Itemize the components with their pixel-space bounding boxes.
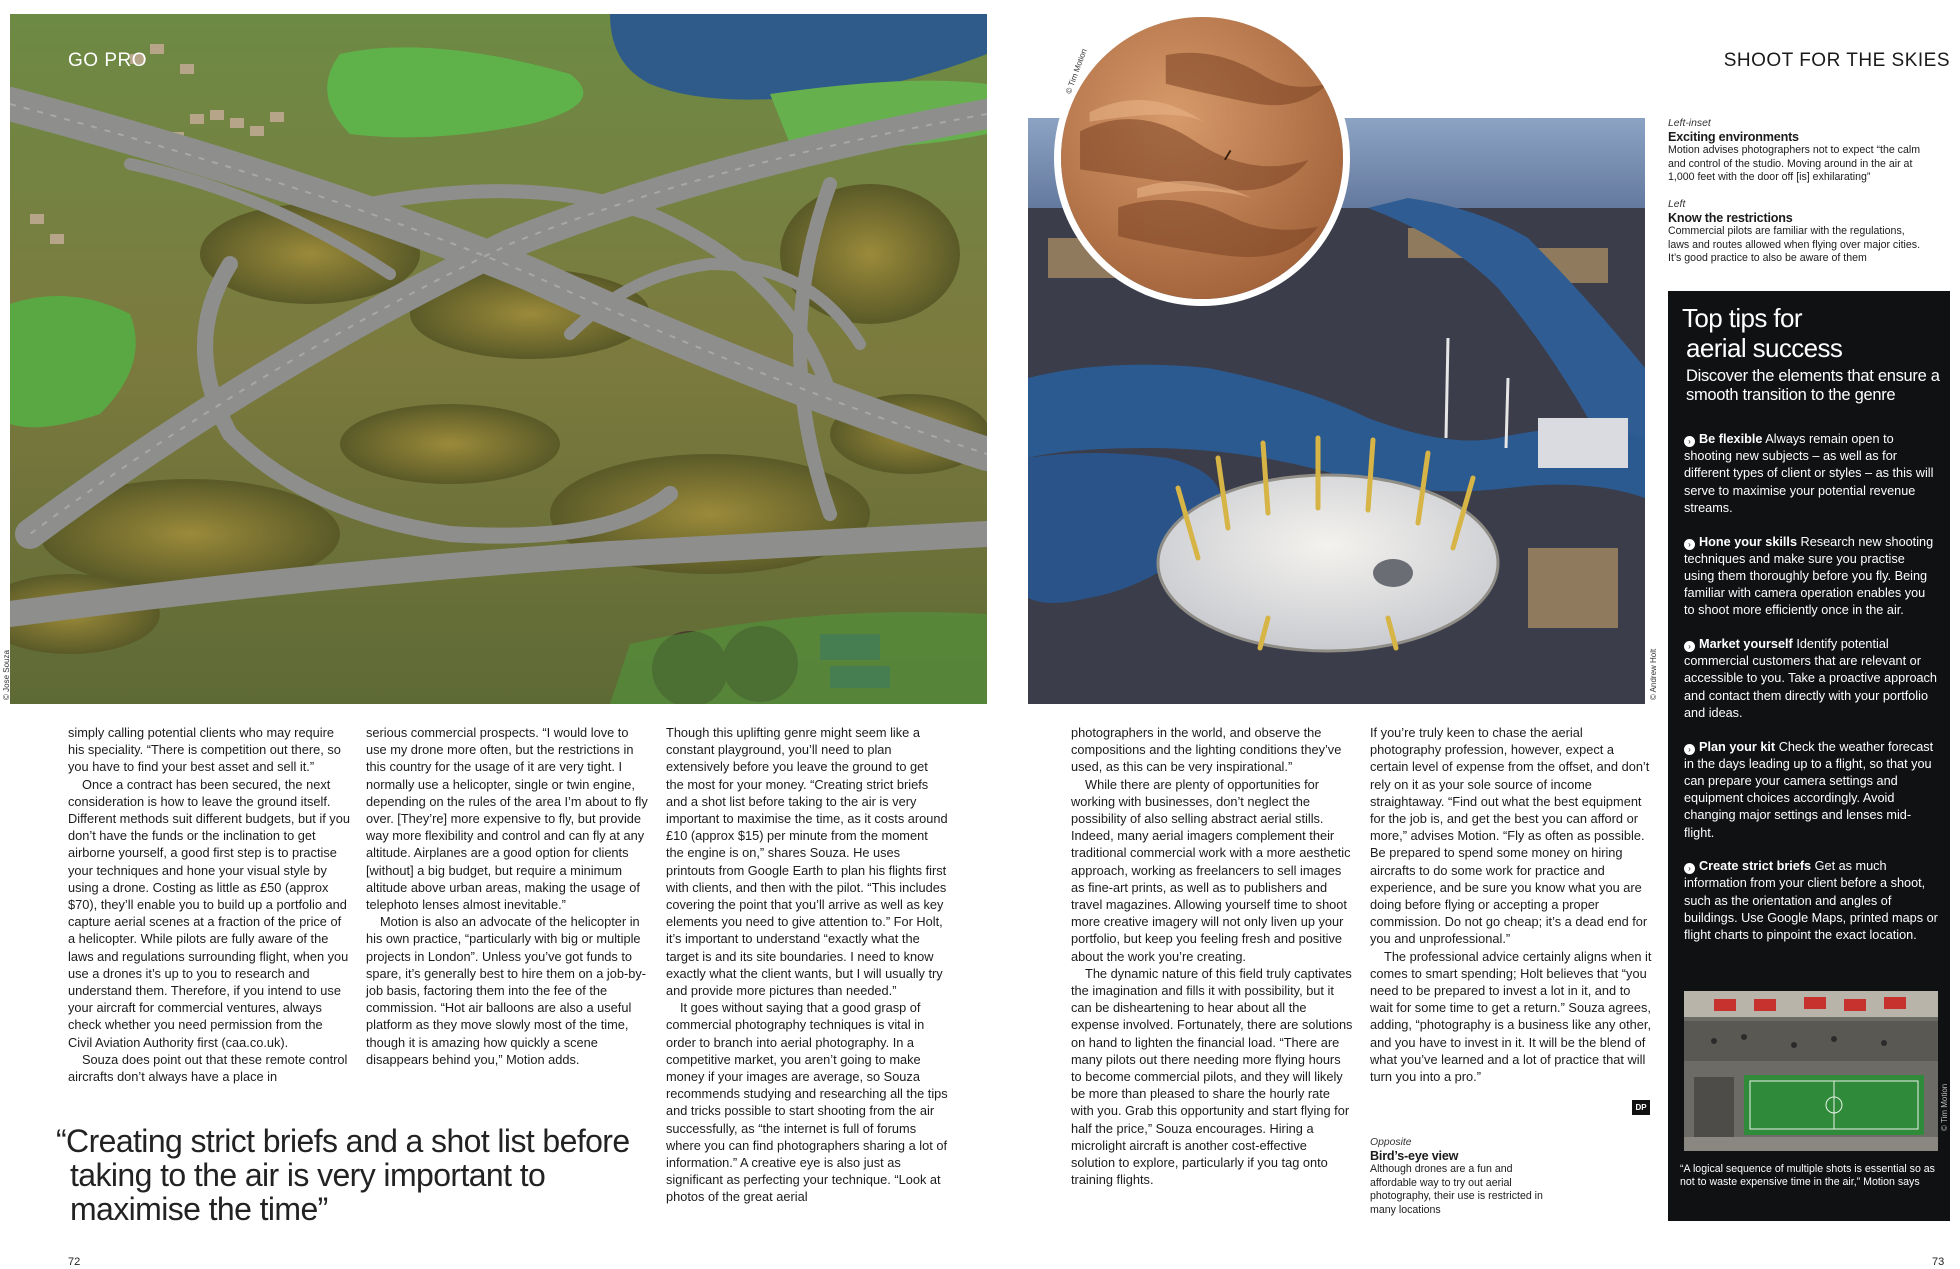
body-paragraph: serious commercial prospects. “I would love to use my drone more often, but the restrictions in this country for the usage of it are very tight. I normally use a helicopter, single or twin engine, depending on the rules of the area I’m about to fly over. [They’re] more expensive to fly, but provide way more flexibility and control and can fly at any altitude. Airplanes are a good option for clients [without] a big budget, but require a minimum altitude above urban areas, making the usage of telephoto lenses almost inevitable.” (366, 725, 648, 913)
tip-heading: Plan your kit (1699, 739, 1776, 754)
body-column-2 (366, 724, 648, 1068)
football-photo-illustration (1684, 991, 1938, 1151)
photo-credit-football: © Tim Motion (1940, 1083, 1949, 1131)
body-paragraph: If you’re truly keen to chase the aerial photography profession, however, expect a certain level of expense from the offset, and don’t rely on it as your sole source of income straightaway. “Find out what the best equipment for the job is, and get the best you can afford or more,” advises Motion. “Fly as often as possible. Be prepared to spend some money on hiring aircrafts to do some work for practice and experience, and be sure you know what you are doing before flying or accepting a proper commission. Do not go cheap; it’s a dead end for you and unprofessional.” (1370, 725, 1650, 947)
arrow-bullet-icon: › (1684, 744, 1695, 755)
tip-item (1684, 739, 1938, 842)
tip-item (1684, 431, 1938, 517)
end-mark: DP (1632, 1100, 1650, 1115)
pull-quote-line: “Creating strict briefs and a shot list before (56, 1123, 630, 1159)
arrow-bullet-icon: › (1684, 641, 1695, 652)
sidebar-photo-caption: “A logical sequence of multiple shots is essential so as not to waste expensive time in the air,” Motion says (1680, 1163, 1935, 1189)
body-column-5 (1370, 724, 1652, 1085)
dunes-illustration (1061, 17, 1343, 299)
motorway-photo-illustration (10, 14, 987, 704)
pull-quote-line: taking to the air is very important to (70, 1157, 546, 1193)
caption-left-inset-text: Motion advises photographers not to expect “the calm and control of the studio. Moving around in the air at 1,000 feet with the door off [is] exhilarating” (1668, 144, 1921, 184)
body-paragraph: The dynamic nature of this field truly captivates the imagination and fills it with possibility, but it can be disheartening to hear about all the expense involved. Fortunately, there are solutions on hand to lighten the financial load. “There are many pilots out there needing more flying hours to become commercial pilots, and they will likely be more than pleased to share the hourly rate with you. Grab this opportunity and start flying for half the price,” Souza encourages. Hiring a microlight aircraft is another cost-effective solution to explore, particularly if you tag onto training flights. (1071, 965, 1353, 1188)
caption-left-title: Know the restrictions (1668, 210, 1793, 225)
tip-text: Get as much information from your client before a shoot, such as the orientation and angles of buildings. Use Google Maps, printed maps or flight charts to pinpoint the exact location. (1684, 859, 1938, 943)
caption-opposite (1370, 1136, 1550, 1218)
caption-opposite-label: Opposite (1370, 1137, 1412, 1148)
caption-left-text: Commercial pilots are familiar with the regulations, laws and routes allowed when flying over major cities. It’s good practice to also be aware of them (1668, 225, 1921, 265)
page-number-left: 72 (68, 1256, 81, 1268)
top-tips-sidebar (1668, 291, 1950, 1221)
body-paragraph: While there are plenty of opportunities for working with businesses, don’t neglect the possibility of also selling abstract aerial stills. Indeed, many aerial imagers complement their traditional commercial work with a more aesthetic approach, working as freelancers to sell images as fine-art prints, as well as to publishers and travel magazines. Allowing yourself time to shoot more creative imagery will not only liven up your portfolio, but keep you feeling fresh and positive about the work you’re creating. (1071, 776, 1351, 964)
sidebar-title (1682, 303, 1942, 363)
caption-left-inset-title: Exciting environments (1668, 129, 1799, 144)
body-paragraph: Motion is also an advocate of the helicopter in his own practice, “particularly with big or multiple projects in London”. Unless you’ve got funds to spare, it’s generally best to hire them on a job-by-job basis, factoring them into the fee of the commission. “Hot air balloons are also a useful platform as they move slowly most of the time, though it is amazing how quickly a scene disappears behind you,” Motion adds. (366, 914, 647, 1067)
tip-text: Always remain open to shooting new subjects – as well as for different types of client or styles – as this will serve to maximise your potential revenue streams. (1684, 432, 1934, 515)
caption-opposite-title: Bird’s-eye view (1370, 1148, 1459, 1163)
sand-dunes-inset-photo (1054, 10, 1350, 306)
pull-quote-line: maximise the time” (70, 1191, 328, 1227)
section-header-right: SHOOT FOR THE SKIES (1723, 50, 1950, 71)
sidebar-title-line: Top tips for (1682, 303, 1802, 333)
caption-left-inset-label: Left-inset (1668, 118, 1711, 129)
body-column-3 (666, 724, 948, 1206)
tip-heading: Create strict briefs (1699, 859, 1812, 874)
body-column-1 (68, 724, 350, 1085)
page-number-right: 73 (1932, 1256, 1945, 1268)
section-header-left: GO PRO (68, 50, 148, 71)
tip-heading: Be flexible (1699, 432, 1763, 446)
tip-heading: Market yourself (1699, 637, 1793, 652)
body-paragraph: Souza does point out that these remote control aircrafts don’t always have a place in (68, 1051, 348, 1085)
caption-left-inset (1668, 117, 1926, 185)
photo-credit-motorway: © Jose Souza (2, 650, 11, 700)
body-paragraph: Though this uplifting genre might seem like a constant playground, you’ll need to plan extensively before you leave the ground to get the most for your money. “Creating strict briefs and a shot list before taking to the air is very important to maximise the time, as it costs around £10 (approx $15) per minute from the moment the engine is on,” shares Souza. He uses printouts from Google Earth to plan his flights first with clients, and then with the pilot. “This includes covering the point that you’ll arrive as well as key elements you need to give attention to.” For Holt, it’s important to understand “exactly what the target is and its site boundaries. I need to know exactly what the client wants, but I will usually try and provide more pictures than needed.” (666, 725, 948, 999)
arrow-bullet-icon: › (1684, 436, 1695, 447)
sidebar-tips-list (1684, 431, 1938, 961)
arrow-bullet-icon: › (1684, 863, 1695, 874)
tip-heading: Hone your skills (1699, 534, 1798, 549)
tip-item (1684, 858, 1938, 944)
tip-text: Research new shooting techniques and make sure you practise using them thoroughly before you fly. Being familiar with camera operation enables you to shoot more efficiently once in the air. (1684, 534, 1934, 618)
pull-quote (56, 1124, 656, 1226)
photo-credit-dunes: © Tim Motion (1064, 47, 1089, 96)
sidebar-title-line: aerial success (1686, 333, 1843, 363)
caption-left (1668, 198, 1926, 266)
body-column-4 (1071, 724, 1353, 1188)
body-paragraph: It goes without saying that a good grasp of commercial photography techniques is vital in order to branch into aerial photography. In a competitive market, you aren’t going to make money if your images are average, so Souza recommends studying and researching all the tips and tricks possible to start shooting from the air successfully, as “the internet is full of forums where you can find photographers sharing a lot of information.” A creative eye is also just as significant as perfecting your technique. “Look at photos of the great aerial (666, 1000, 948, 1205)
tip-item (1684, 534, 1938, 620)
motorway-interchange-photo (10, 14, 987, 704)
caption-opposite-text: Although drones are a fun and affordable way to try out aerial photography, their use is restricted in many locations (1370, 1163, 1543, 1216)
photo-credit-o2: © Andrew Holt (1649, 648, 1658, 700)
tip-text: Identify potential commercial customers that are relevant or accessible to you. Take a proactive approach and contact them directly with your portfolio and ideas. (1684, 637, 1937, 720)
body-paragraph: photographers in the world, and observe the compositions and the lighting conditions they’ve used, as this can be very inspirational.” (1071, 725, 1342, 775)
body-paragraph: The professional advice certainly aligns when it comes to smart spending; Holt believes that “you need to be prepared to invest a lot in it, and to wait for some time to get a return.” Souza agrees, adding, “photography is a business like any other, and you have to invest in it. It will be the blend of what you’ve learned and a lot of practice that will turn you into a pro.” (1370, 948, 1652, 1085)
tip-text: Check the weather forecast in the days leading up to a flight, so that you can prepare your camera settings and equipment choices accordingly. Avoid changing major settings and lenses mid-flight. (1684, 739, 1934, 840)
body-paragraph: simply calling potential clients who may require his speciality. “There is competition out there, so you have to find your best asset and sell it.” (68, 725, 341, 775)
arrow-bullet-icon: › (1684, 539, 1695, 550)
body-paragraph: Once a contract has been secured, the next consideration is how to leave the ground itself. Different methods suit different budgets, but if you don’t have the funds or the inclination to get airborne yourself, a good first step is to practise your techniques and hone your visual style by using a drone. Costing as little as £50 (approx $70), they’ll enable you to build up a portfolio and capture aerial scenes at a fraction of the price of a helicopter. While pilots are fully aware of the laws and regulations surrounding flight, when you use a drones it’s up to you to research and understand them. Therefore, if you intend to use your aircraft for commercial ventures, always check whether you need permission from the Civil Aviation Authority first (caa.co.uk). (68, 776, 350, 1050)
caption-left-label: Left (1668, 199, 1686, 210)
football-pitch-aerial-photo (1684, 991, 1938, 1151)
sidebar-subtitle: Discover the elements that ensure a smooth transition to the genre (1686, 367, 1940, 404)
tip-item (1684, 636, 1938, 722)
